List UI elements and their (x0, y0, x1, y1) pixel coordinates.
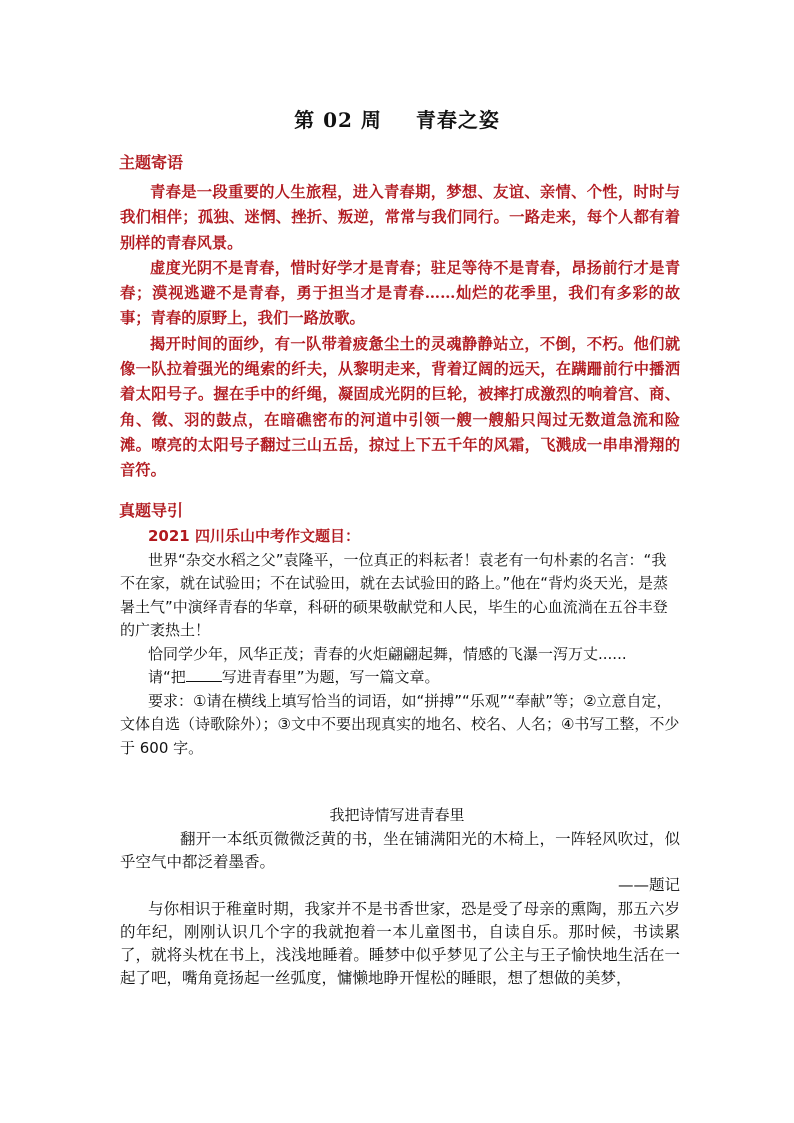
theme-paragraph: 虚度光阴不是青春，惜时好学才是青春；驻足等待不是青春，昂扬前行才是青春；漠视逃避不是青春，勇于担当才是青春……灿烂的花季里，我们有多彩的故事；青春的原野上，我们一路放歌。 (120, 258, 680, 328)
prompt-text-before: 请“把 (148, 668, 186, 686)
exam-prompt (120, 666, 680, 690)
exam-guide-block (120, 525, 680, 760)
theme-label: 青春之姿 (415, 108, 500, 132)
essay-epigraph: 翻开一本纸页微微泛黄的书，坐在铺满阳光的木椅上，一阵轻风吹过，似乎空气中都泛着墨香。 (120, 830, 680, 872)
essay-body-paragraph: 与你相识于稚童时期，我家并不是书香世家，恐是受了母亲的熏陶，那五六岁的年纪，刚刚认识几个字的我就抱着一本儿童图书，自读自乐。那时候，书读累了，就将头枕在书上，浅浅地睡着。睡梦中似乎梦见了公主与王子愉快地生活在一起了吧，嘴角竟扬起一丝弧度，慵懒地睁开惺松的睡眼，想了想做的美梦， (120, 899, 680, 988)
prompt-text-after: 写进青春里”为题，写一篇文章。 (221, 668, 440, 686)
essay-title: 我把诗情写进青春里 (329, 806, 465, 824)
exam-paragraph: 世界“杂交水稻之父”袁隆平，一位真正的料耘者！袁老有一句朴素的名言：“我不在家，就在试验田；不在试验田，就在去试验田的路上。”他在“背灼炎天光，是蒸暑土气”中演绎青春的华章，科研的硕果敬献党和人民，毕生的心血流淌在五谷丰登的广袤热土！ (120, 550, 669, 639)
exam-requirements: 要求：①请在横线上填写恰当的词语，如“拼搏”“乐观”“奉献”等；②立意自定，文体自选（诗歌除外）；③文中不要出现真实的地名、校名、人名；④书写工整，不少于 600 字。 (120, 691, 680, 757)
week-label: 第 02 周 (294, 108, 382, 132)
section-heading-exam-guide: 真题导引 (119, 501, 184, 520)
theme-message-block (120, 180, 680, 484)
page-title (0, 104, 794, 133)
fill-in-blank-line (186, 667, 222, 682)
theme-paragraph: 揭开时间的面纱，有一队带着疲惫尘土的灵魂静静站立，不倒，不朽。他们就像一队拉着强光的绳索的纤夫，从黎明走来，背着辽阔的远天，在蹒跚前行中播洒着太阳号子。握在手中的纤绳，凝固成光阴的巨轮，被摔打成激烈的响着宫、商、角、徵、羽的鼓点，在暗礁密布的河道中引领一艘一艘船只闯过无数道急流和险滩。嘹亮的太阳号子翻过三山五岳，掠过上下五千年的风霜，飞溅成一串串滑翔的音符。 (120, 334, 680, 480)
section-heading-theme-message: 主题寄语 (119, 153, 184, 172)
essay-epigraph-signature: ——题记 (617, 876, 680, 895)
theme-paragraph: 青春是一段重要的人生旅程，进入青春期，梦想、友谊、亲情、个性，时时与我们相伴；孤独、迷惘、挫折、叛逆，常常与我们同行。一路走来，每个人都有着别样的青春风景。 (120, 183, 680, 252)
exam-year-line: 2021 四川乐山中考作文题目： (148, 527, 360, 545)
exam-paragraph: 恰同学少年，风华正茂；青春的火炬翩翩起舞，情感的飞瀑一泻万丈...... (148, 644, 627, 663)
essay-block (120, 828, 680, 990)
